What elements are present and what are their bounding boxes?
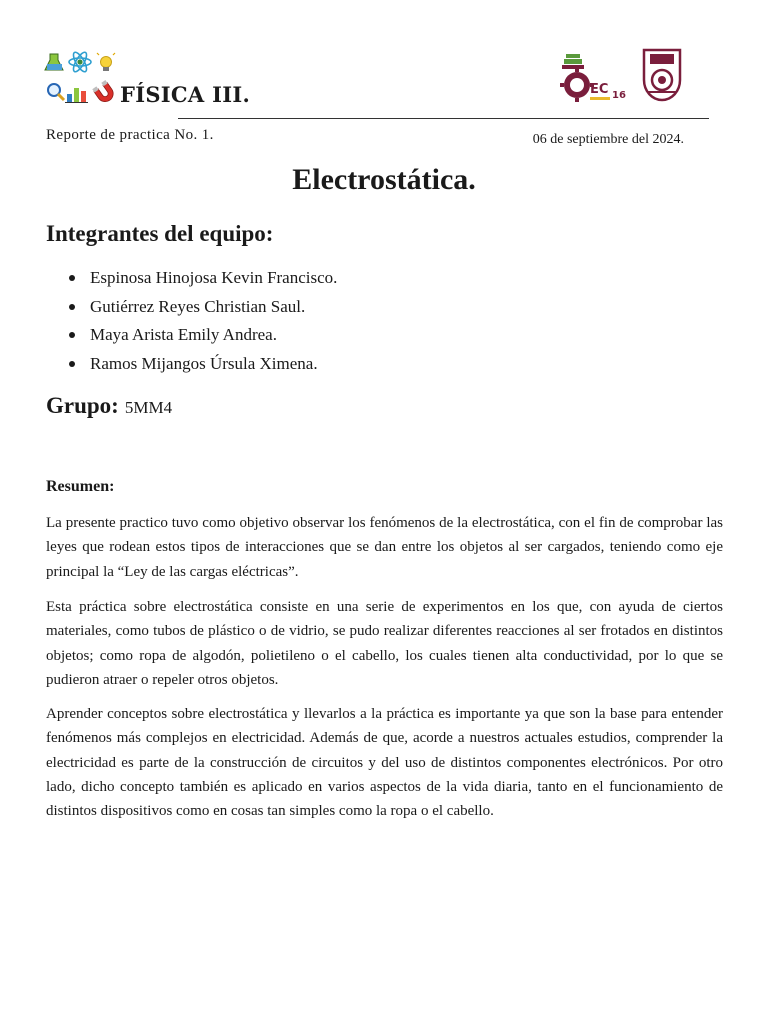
report-label: Reporte de practica No. 1. [46, 127, 214, 143]
list-item [46, 294, 337, 323]
header-divider [178, 118, 709, 119]
report-date: 06 de septiembre del 2024. [532, 132, 684, 147]
team-member-name: Ramos Mijangos Úrsula Ximena. [90, 353, 318, 373]
flask-icon [45, 54, 63, 70]
course-icons [44, 50, 122, 108]
team-member-name: Gutiérrez Reyes Christian Saul. [90, 296, 306, 316]
atom-icon [69, 50, 91, 73]
bullet-icon [69, 275, 75, 281]
course-title: FÍSICA III. [120, 82, 251, 107]
bullet-icon [69, 361, 75, 367]
summary-paragraph: Esta práctica sobre electrostática consiste en una serie de experimentos en los que, con ayuda de ciertos materiales, como tubos de plástico o de vidrio, se pudo realizar diferentes reacciones al ser frotados en distintos objetos; como ropa de algodón, polietileno o el cabello, los cuales tienen alta conductividad, por lo que se pudieron atraer o repeler otros objetos. [46, 599, 723, 688]
summary-heading: Resumen: [46, 478, 115, 495]
bar-chart-icon [65, 88, 88, 103]
list-item [46, 322, 337, 351]
magnifier-icon [48, 84, 64, 100]
group-label: Grupo: [46, 393, 119, 418]
team-heading: Integrantes del equipo: [46, 221, 274, 246]
document-title: Electrostática. [292, 163, 476, 196]
group-value: 5MM4 [124, 398, 173, 417]
list-item [46, 351, 337, 380]
group-line [46, 393, 172, 419]
bullet-icon [69, 332, 75, 338]
cecyt-16-logo [560, 52, 626, 104]
bullet-icon [69, 304, 75, 310]
svg-text:EC: EC [590, 82, 609, 97]
team-member-list [46, 265, 337, 379]
list-item [46, 265, 337, 294]
lightbulb-icon [97, 53, 115, 71]
svg-text:16: 16 [612, 90, 626, 101]
summary-paragraph: Aprender conceptos sobre electrostática y llevarlos a la práctica es importante ya que son la base para entender fenómenos más complejos en electricidad. Además de que, acorde a nuestros actuales estudios, comprender la electricidad es parte de la construcción de circuitos y del uso de distintos componentes electrónicos. Por otro lado, dicho concepto también es aplicado en varios aspectos de la vida diaria, tanto en el funcionamiento de distintos dispositivos como en cosas tan simples como la ropa o el cabello. [46, 706, 723, 820]
team-member-name: Espinosa Hinojosa Kevin Francisco. [90, 268, 338, 287]
magnet-icon [92, 80, 116, 105]
ipn-logo [640, 48, 684, 104]
team-member-name: Maya Arista Emily Andrea. [90, 325, 277, 344]
summary-paragraph: La presente practico tuvo como objetivo observar los fenómenos de la electrostática, con el fin de comprobar las leyes que rodean estos tipos de interacciones que se dan entre los objetos al ser cargados, teniendo como eje principal la “Ley de las cargas eléctricas”. [46, 515, 723, 580]
